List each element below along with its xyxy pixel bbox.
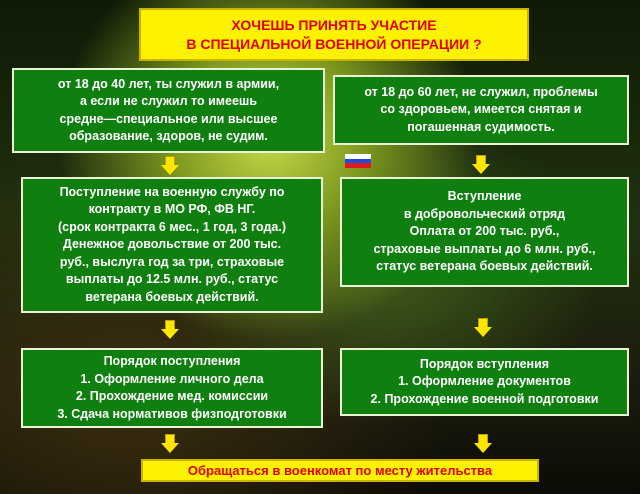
title-line-1: ХОЧЕШЬ ПРИНЯТЬ УЧАСТИЕ [231, 17, 437, 33]
left-procedure-heading: Порядок поступления [103, 354, 241, 368]
arrow-down-icon [472, 155, 490, 175]
arrow-down-icon [474, 318, 492, 338]
footer-banner [141, 459, 539, 482]
right-condition-line: погашенная судимость. [407, 119, 555, 134]
right-service-line: Вступление [447, 189, 522, 204]
arrow-down-icon [161, 156, 179, 176]
right-service-line: в добровольческий отряд [403, 206, 566, 221]
right-service-box [340, 177, 629, 287]
left-service-line: Поступление на военную службу по [59, 184, 285, 199]
right-condition-line: от 18 до 60 лет, не служил, проблемы [364, 84, 598, 99]
left-procedure-step: 3. Сдача нормативов физподготовки [57, 406, 287, 421]
arrow-down-icon [161, 434, 179, 454]
left-condition-line: средне—специальное или высшее [59, 111, 278, 126]
left-service-line: Денежное довольствие от 200 тыс. [62, 237, 282, 252]
right-procedure-step: 2. Прохождение военной подготовки [370, 391, 599, 406]
right-procedure-box [340, 348, 629, 416]
russian-flag-icon [345, 154, 371, 168]
right-service-line: Оплата от 200 тыс. руб., [409, 224, 560, 239]
left-procedure-step: 2. Прохождение мед. комиссии [75, 389, 269, 403]
left-procedure-step: 1. Оформление личного дела [80, 371, 264, 386]
left-service-line: (срок контракта 6 мес., 1 год, 3 года.) [57, 219, 286, 234]
right-condition-box [333, 75, 629, 145]
right-procedure-step: 1. Оформление документов [398, 374, 571, 389]
left-condition-line: от 18 до 40 лет, ты служил в армии, [57, 76, 280, 91]
left-service-line: ветерана боевых действий. [85, 289, 259, 304]
left-condition-line: а если не служил то имеешь [79, 94, 258, 108]
arrow-down-icon [474, 434, 492, 454]
left-service-line: контракту в МО РФ, ФВ НГ. [88, 202, 256, 217]
right-procedure-heading: Порядок вступления [419, 356, 550, 371]
title-line-2: В СПЕЦИАЛЬНОЙ ВОЕННОЙ ОПЕРАЦИИ ? [186, 36, 482, 52]
arrow-down-icon [161, 320, 179, 340]
left-service-line: руб., выслуга год за три, страховые [59, 254, 285, 269]
right-service-line: статус ветерана боевых действий. [376, 259, 593, 274]
left-service-line: выплаты до 12.5 млн. руб., статус [65, 272, 279, 287]
left-service-box [21, 177, 323, 313]
right-service-line: страховые выплаты до 6 млн. руб., [373, 241, 596, 256]
left-condition-line: образование, здоров, не судим. [69, 129, 268, 143]
footer-text: Обращаться в военкомат по месту жительства [187, 463, 493, 478]
left-procedure-box [21, 348, 323, 428]
page-title-banner [139, 8, 529, 61]
left-condition-box [12, 68, 325, 153]
right-condition-line: со здоровьем, имеется снятая и [380, 102, 582, 117]
